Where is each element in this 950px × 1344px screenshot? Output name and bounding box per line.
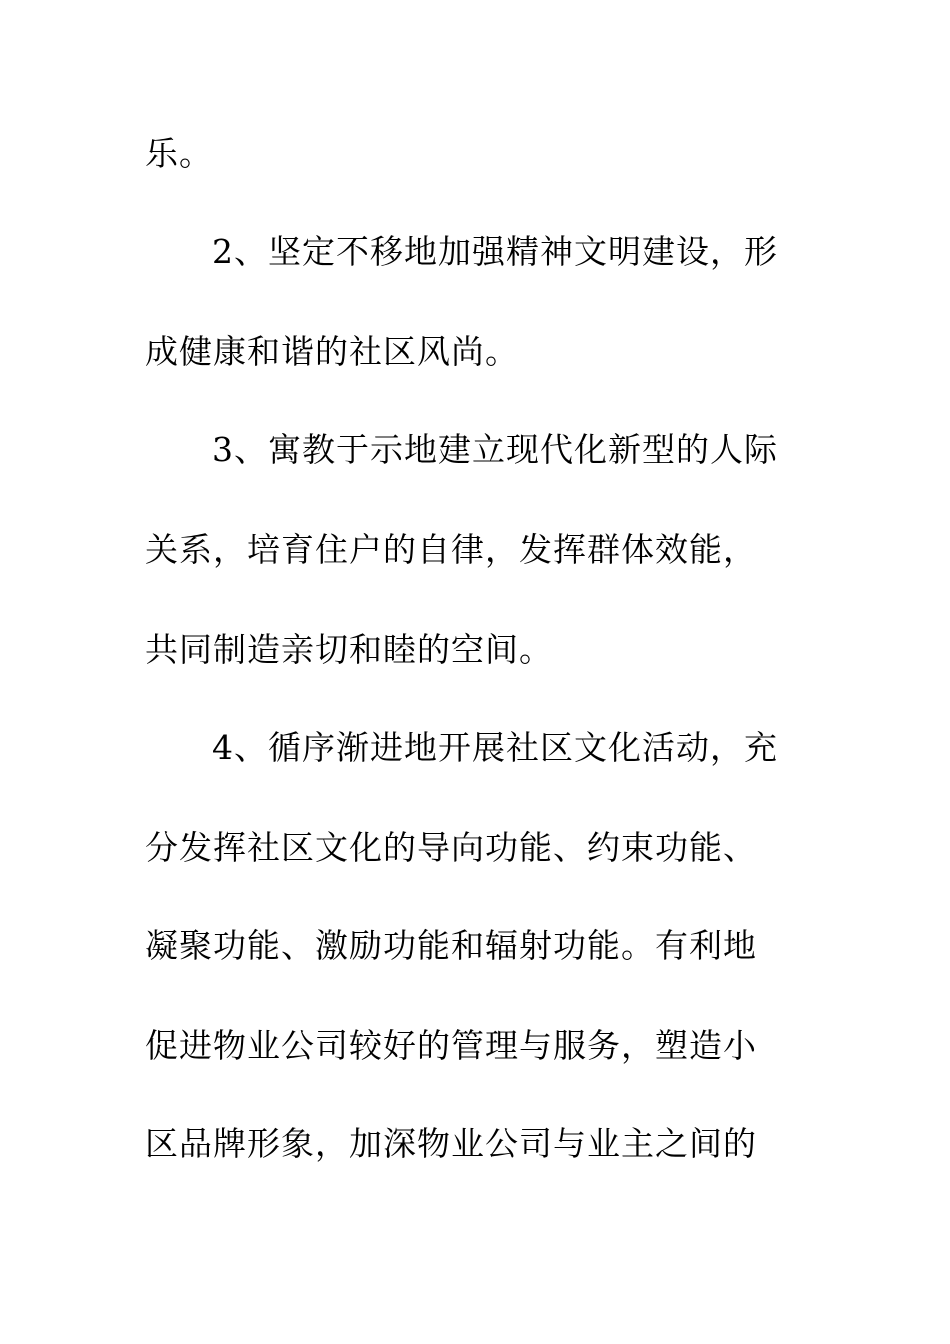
text-line: 分发挥社区文化的导向功能、约束功能、 (145, 828, 757, 867)
text-line: 凝聚功能、激励功能和辐射功能。有利地 (145, 926, 757, 965)
text-line: 共同制造亲切和睦的空间。 (145, 630, 553, 669)
text-line: 乐。 (145, 134, 213, 173)
text-line: 关系，培育住户的自律，发挥群体效能， (145, 530, 757, 569)
paragraph-4-line: 4、循序渐进地开展社区文化活动，充 (212, 728, 778, 767)
text-line: 成健康和谐的社区风尚。 (145, 332, 519, 371)
text-line: 促进物业公司较好的管理与服务，塑造小 (145, 1026, 757, 1065)
paragraph-2-line: 2、坚定不移地加强精神文明建设，形 (212, 232, 778, 271)
paragraph-3-line: 3、寓教于示地建立现代化新型的人际 (212, 430, 778, 469)
text-line: 区品牌形象，加深物业公司与业主之间的 (145, 1124, 757, 1163)
